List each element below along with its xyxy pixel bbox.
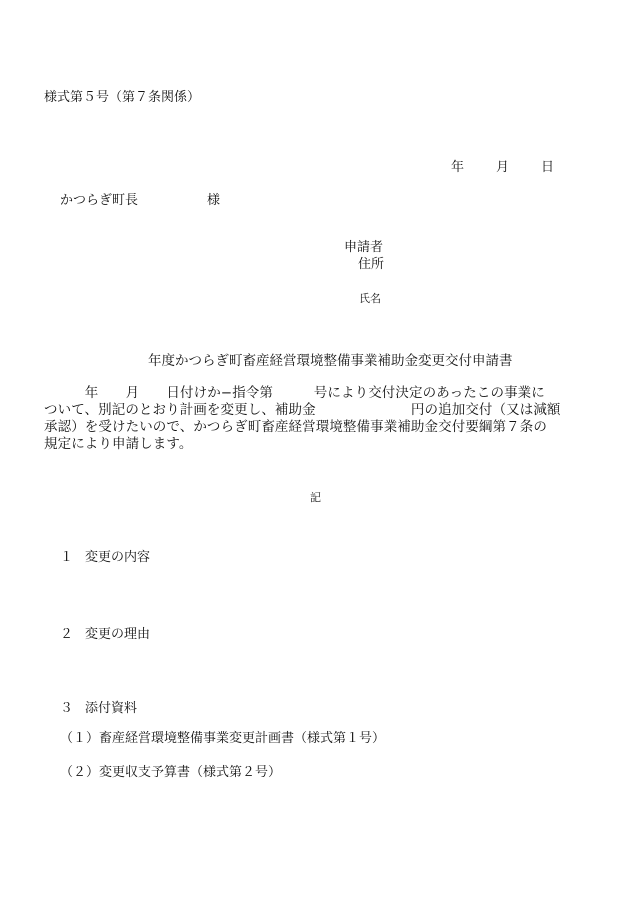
section-3-number: ３ [60,701,74,716]
body-line-4: 規定により申請します。 [44,436,193,452]
body-line-2: ついて、別記のとおり計画を変更し、補助金 円の追加交付（又は減額 [44,402,561,418]
section-1-number: １ [60,550,74,565]
body-line-3: 承認）を受けたいので、かつらぎ町畜産経営環境整備事業補助金交付要綱第７条の [44,419,547,435]
ki-marker: 記 [310,491,321,504]
addressee-honorific: 様 [207,193,221,208]
section-2-number: ２ [60,627,74,642]
applicant-label: 申請者 [344,240,384,255]
applicant-address-label: 住所 [358,257,385,272]
section-3-label: 添付資料 [85,701,138,716]
applicant-name-label: 氏名 [359,292,381,305]
attachment-item-2: （２）変更収支予算書（様式第２号） [60,765,282,780]
document-title: 年度かつらぎ町畜産経営環境整備事業補助金変更交付申請書 [148,353,513,369]
date-month: 月 [496,160,510,175]
date-year: 年 [451,160,465,175]
date-day: 日 [541,160,555,175]
form-number: 様式第５号（第７条関係） [44,90,201,105]
section-1-label: 変更の内容 [85,550,151,565]
attachment-item-1: （１）畜産経営環境整備事業変更計画書（様式第１号） [60,731,386,746]
addressee-name: かつらぎ町長 [60,193,139,208]
body-line-1: 年 月 日付けか−指令第 号により交付決定のあったこの事業に [44,385,545,401]
section-2-label: 変更の理由 [85,627,151,642]
